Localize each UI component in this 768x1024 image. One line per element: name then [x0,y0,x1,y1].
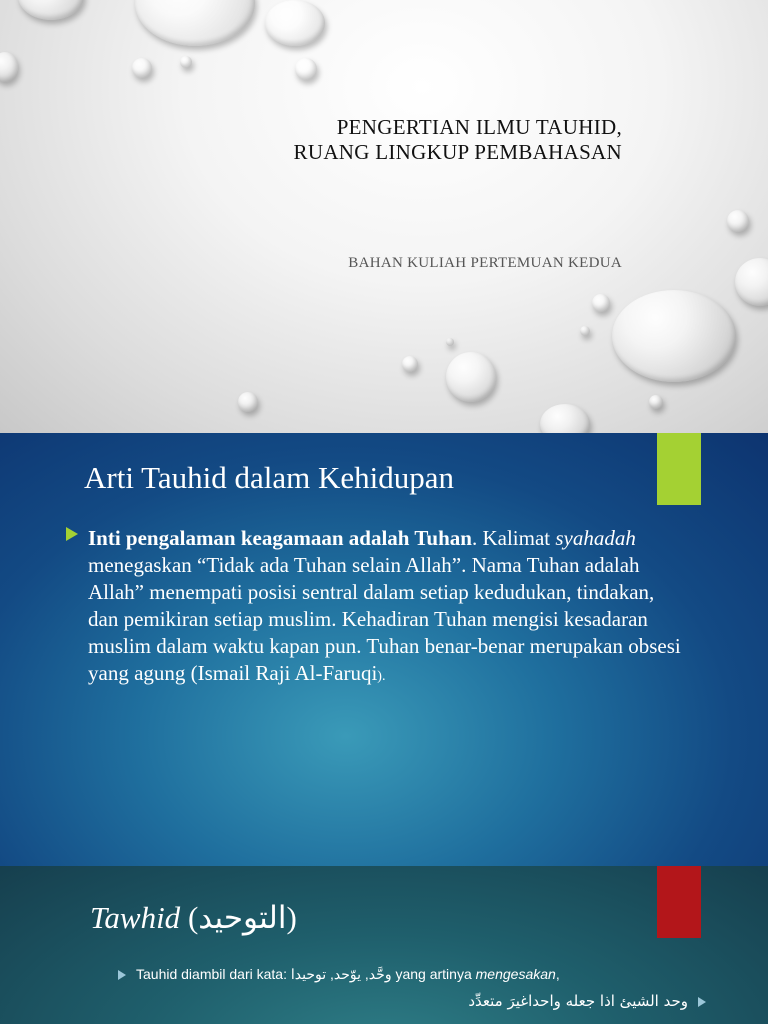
water-drop-decoration [132,58,152,78]
water-drop-decoration [265,0,325,46]
water-drop-decoration [727,210,749,232]
water-drop-decoration [18,0,84,20]
bullet-text-part: . Kalimat [471,526,556,550]
triangle-right-icon [118,970,126,980]
water-drop-decoration [735,258,768,306]
water-drop-decoration [592,294,610,312]
water-drop-decoration [402,356,418,372]
water-drop-decoration [446,338,454,346]
water-drop-decoration [135,0,255,46]
water-drop-decoration [612,290,736,382]
bullet-paragraph [88,525,688,690]
water-drop-decoration [0,52,18,82]
bullet-text-end: , [555,966,560,982]
slide-title-line-1: PENGERTIAN ILMU TAUHID, [336,115,622,139]
slide-heading [90,900,297,936]
bullet-item [136,966,696,983]
water-drop-decoration [649,395,663,409]
bullet-bold-text: Inti pengalaman keagamaan adalah Tuhan [88,526,472,550]
heading-arabic: (التوحيد) [180,900,297,935]
slide-heading: Arti Tauhid dalam Kehidupan [84,460,455,495]
triangle-right-icon [698,997,706,1007]
water-drop-decoration [238,392,258,412]
bullet-italic-term: syahadah [555,526,636,550]
content-slide-tawhid [0,866,768,1024]
water-drop-decoration [540,404,590,433]
bullet-text: Tauhid diambil dari kata: وحَّد, يوّحد, توحيدا yang artinya [136,966,476,982]
water-drop-decoration [580,326,590,336]
bullet-text-part: menegaskan “Tidak ada Tuhan selain Allah”. Nama Tuhan adalah Allah” menempati posisi sentral dalam setiap kedudukan, tindakan, dan pemikiran setiap muslim. Kehadiran Tuhan mengisi kesadaran muslim dalam waktu kapan pun. Tuhan benar-benar merupakan obsesi yang agung (Ismail Raji Al-Faruqi [88,553,681,685]
accent-bar [657,433,701,505]
slide-title-line-2: RUANG LINGKUP PEMBAHASAN [293,140,622,164]
slide-subtitle: BAHAN KULIAH PERTEMUAN KEDUA [348,255,622,271]
accent-bar [657,866,701,938]
water-drop-decoration [446,352,496,402]
triangle-right-icon [66,527,78,541]
water-drop-decoration [180,56,192,68]
bullet-text-end: ). [377,669,386,684]
bullet-item-arabic: وحد الشيئ اذا جعله واحداغيرَ متعدِّد [468,992,688,1010]
heading-italic: Tawhid [90,900,181,935]
title-slide [0,0,768,433]
slide-title [102,115,622,165]
bullet-italic-term: mengesakan [475,966,556,982]
content-slide-arti-tauhid [0,433,768,866]
water-drop-decoration [295,58,317,80]
